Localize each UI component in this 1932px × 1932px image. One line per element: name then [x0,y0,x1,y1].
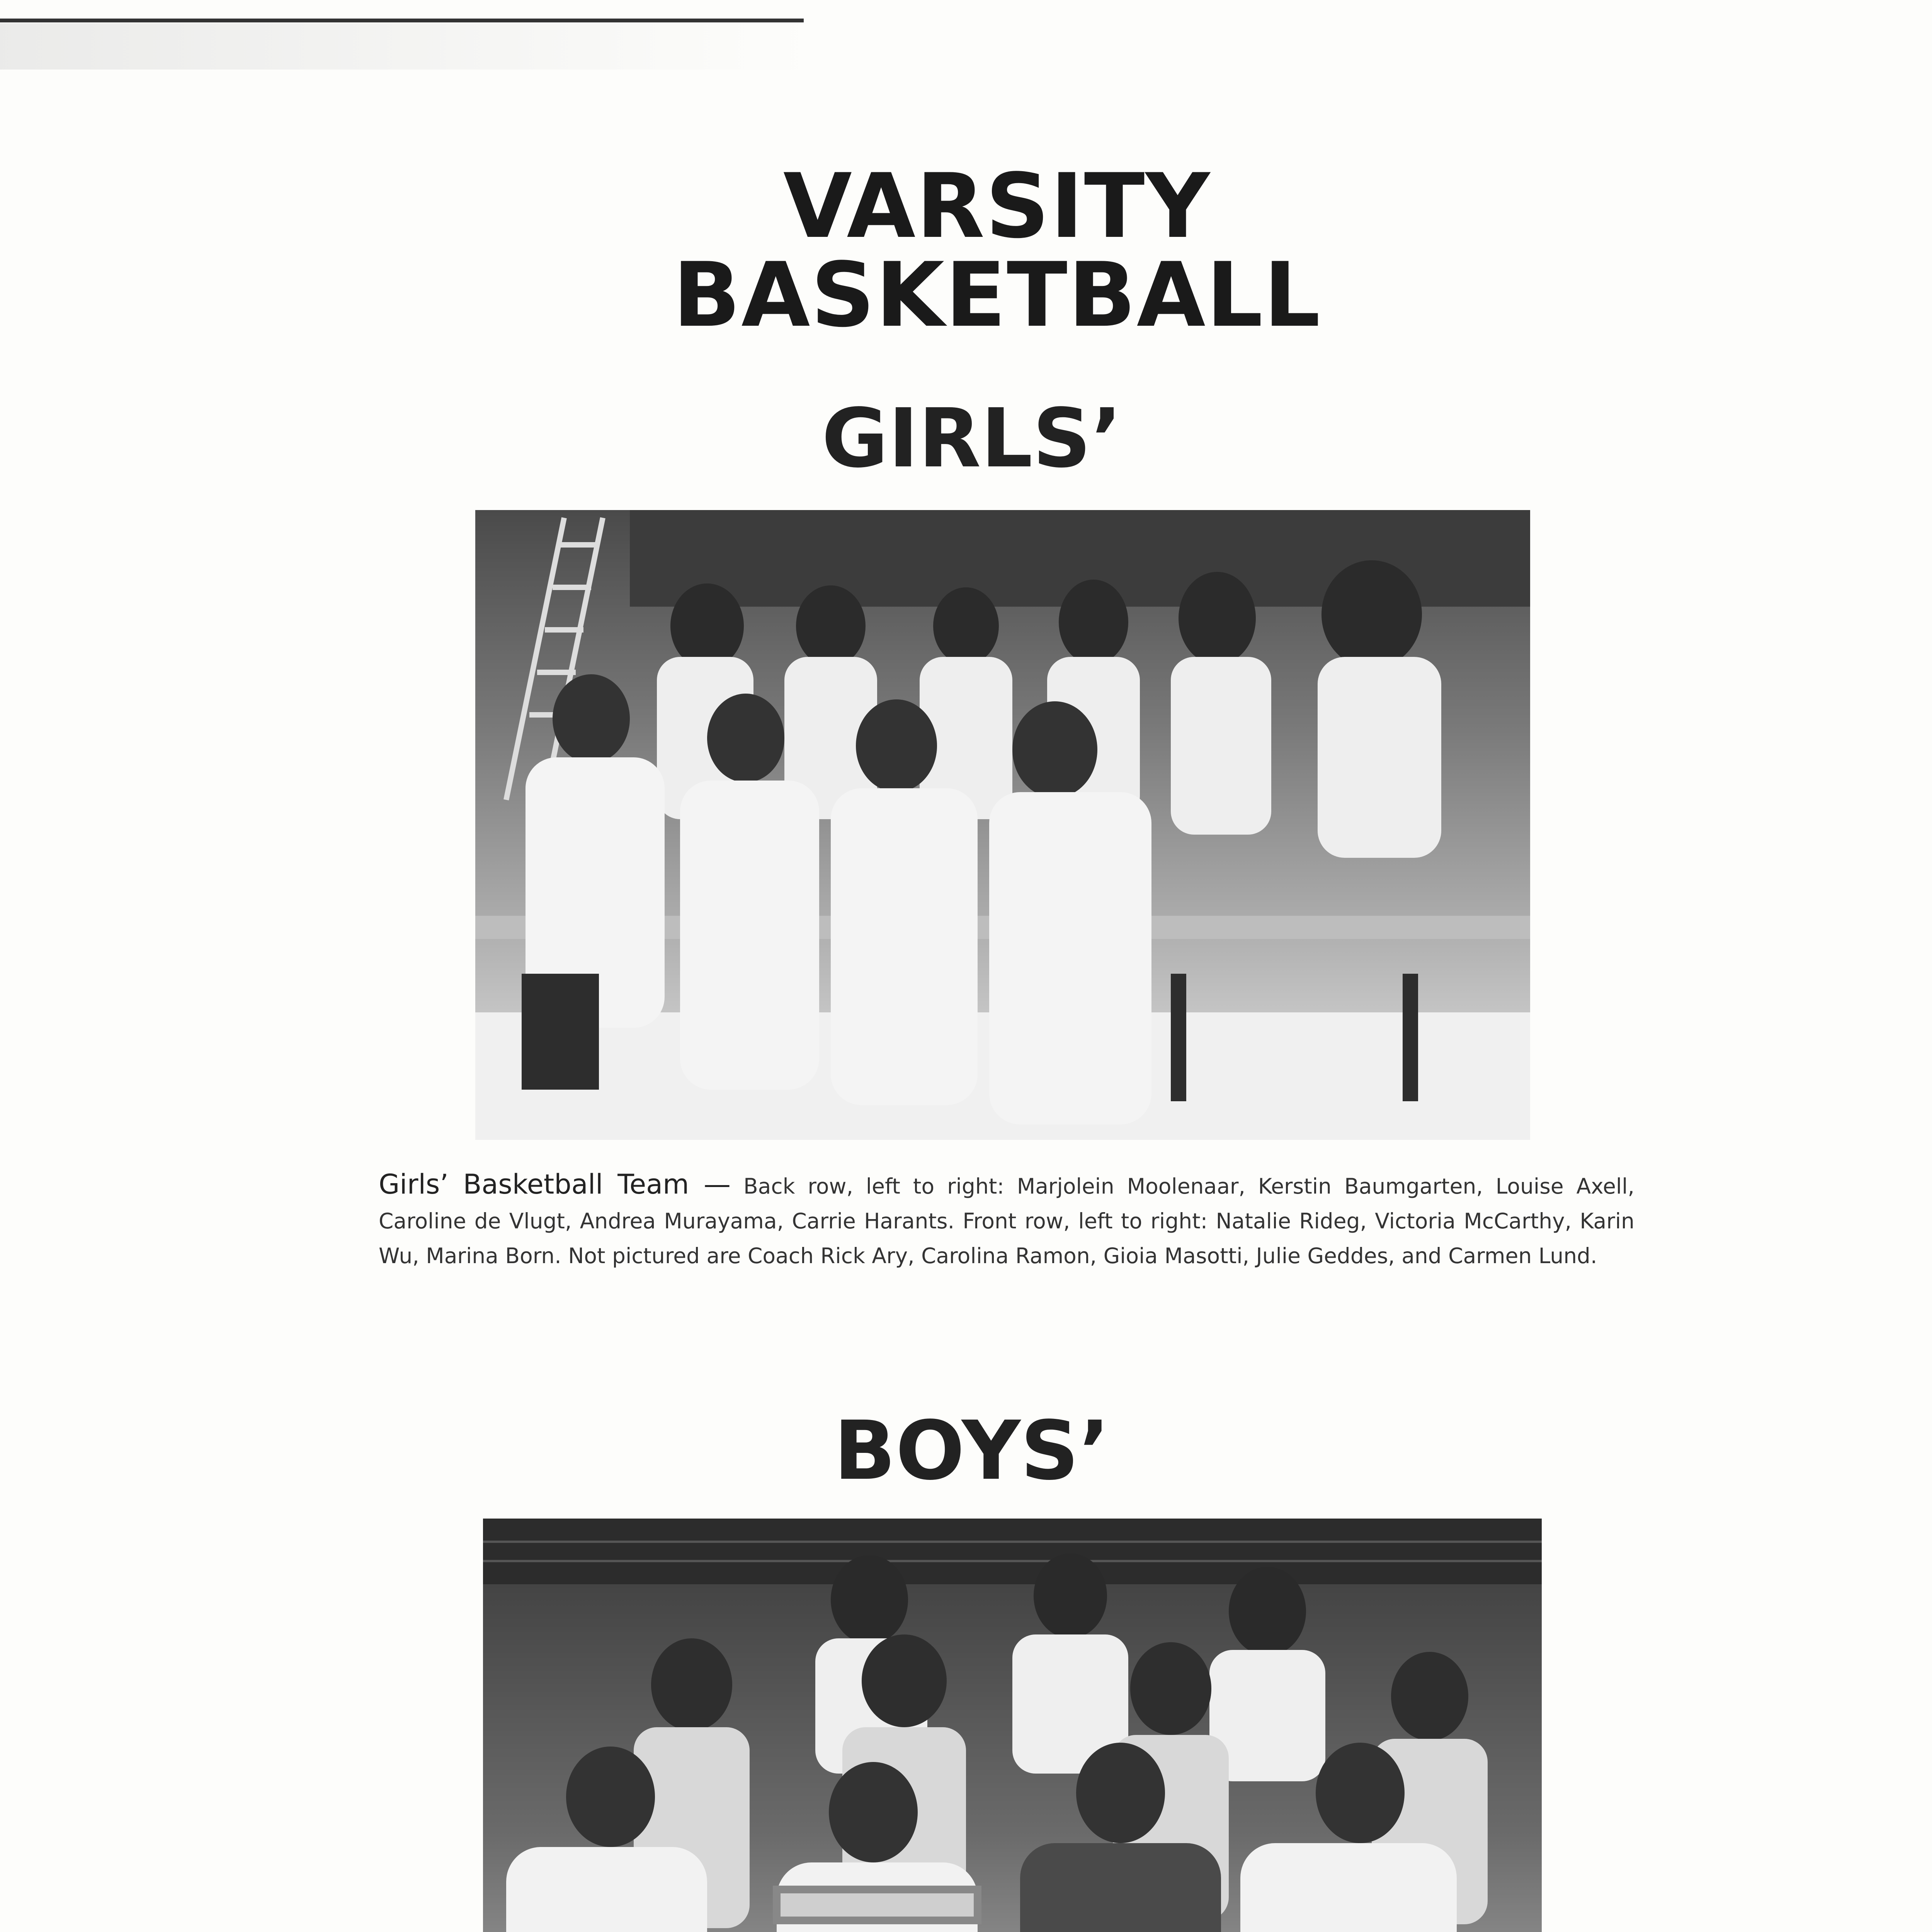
page-title: VARSITY BASKETBALL [673,155,1321,347]
girls-team-photo [475,510,1530,1140]
girls-caption-lead: Girls’ Basketball Team — [379,1168,731,1200]
top-rule [0,19,804,22]
boys-heading: BOYS’ [833,1403,1110,1498]
scan-artifact [0,23,811,70]
girls-caption [379,1167,1634,1273]
girls-heading: GIRLS’ [821,391,1122,486]
girls-caption-text: Back row, left to right: Marjolein Moolenaar, Kerstin Baumgarten, Louise Axell, Caroline de Vlugt, Andrea Murayama, Carrie Harants. Front row, left to right: Natalie Rideg, Victoria McCarthy, Karin Wu, Marina Born. Not pictured are Coach Rick Ary, Carolina Ramon, Gioia Masotti, Julie Geddes, and Carmen Lund. [379,1174,1635,1268]
boys-team-photo [483,1519,1542,1932]
